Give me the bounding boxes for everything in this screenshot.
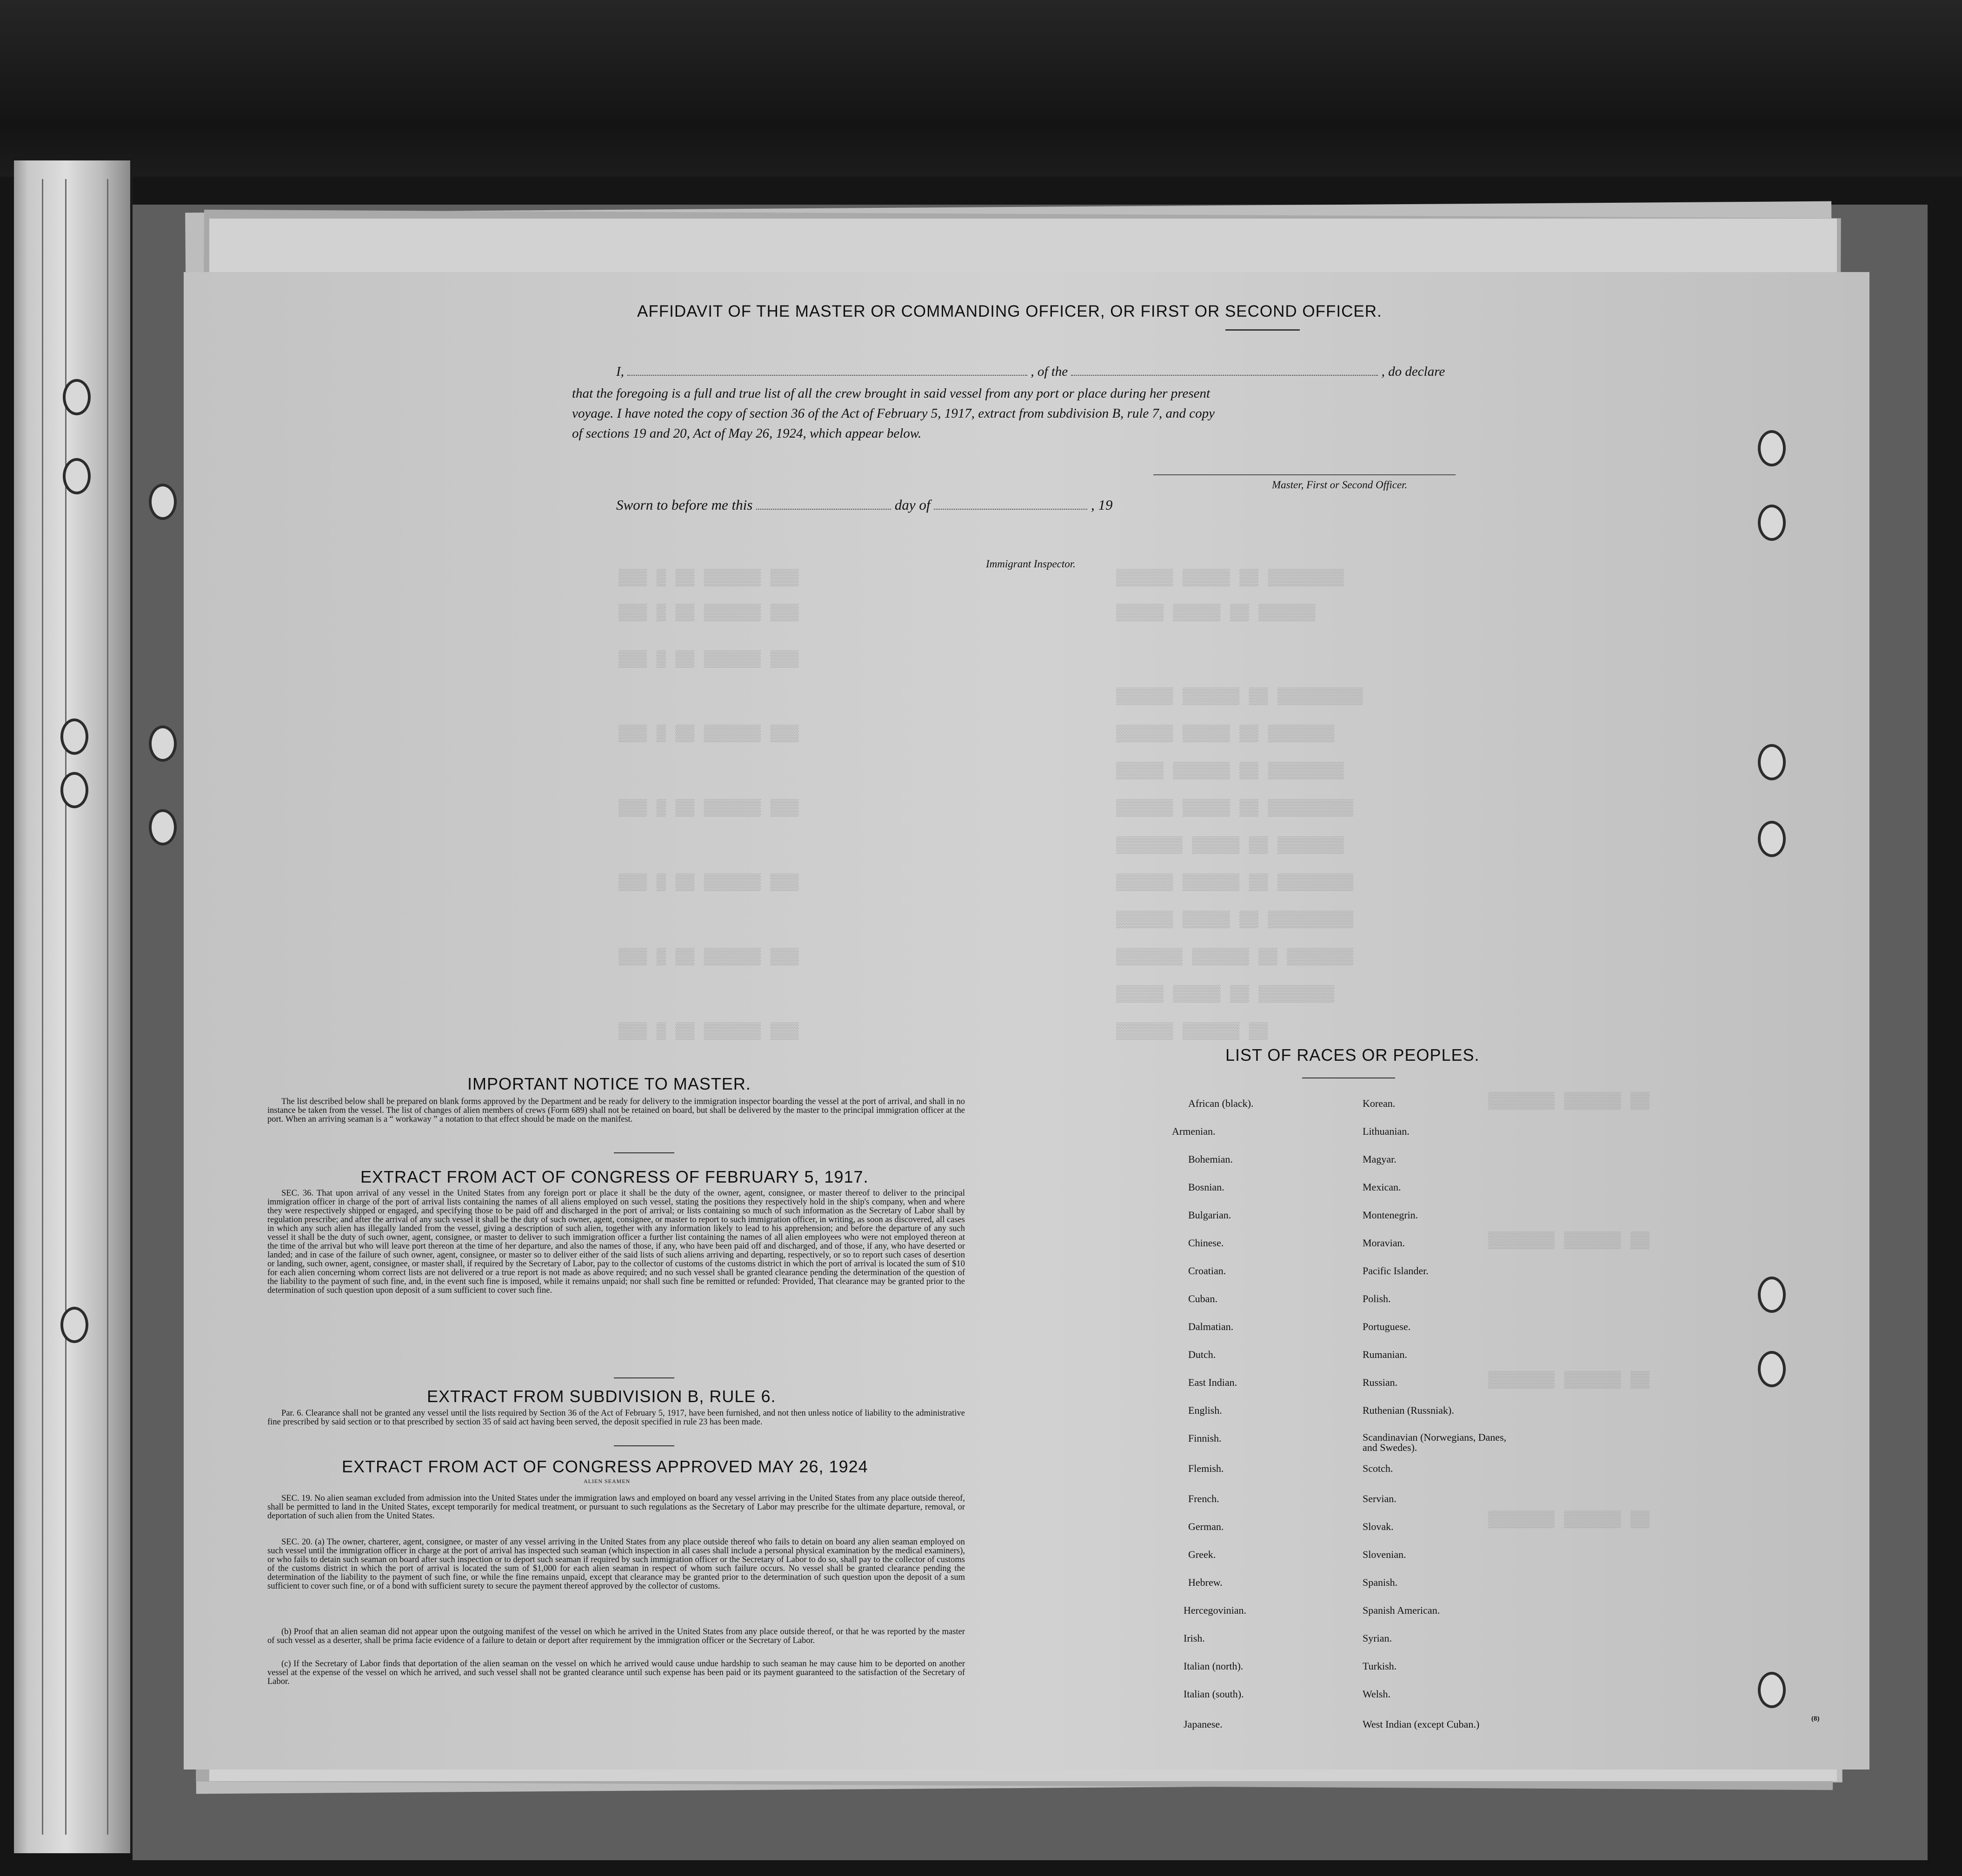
bleed-through-text: ▒▒▒▒▒▒ ▒▒▒▒▒ ▒▒ ▒▒▒▒▒▒▒▒▒	[1116, 911, 1354, 929]
day-blank	[756, 498, 891, 510]
affidavit-title: AFFIDAVIT OF THE MASTER OR COMMANDING OFFICER, OR FIRST OR SECOND OFFICER.	[637, 302, 1382, 320]
race-right: Rumanian.	[1363, 1349, 1407, 1360]
race-right: Moravian.	[1363, 1237, 1405, 1249]
race-right: Magyar.	[1363, 1153, 1397, 1165]
race-right: Turkish.	[1363, 1660, 1397, 1672]
extract-1924-sec20a: SEC. 20. (a) The owner, charterer, agent, consignee, or master of any vessel arriving in the United States from any place outside thereof who fails to detain on board any alien seaman employed on such vessel until the immigration officer in charge at the port of arrival has inspected such seaman (which inspection in all cases shall include a personal physical examination by the medical examiners), or who fails to detain such seaman on board after such inspection or to deport such seaman if required by such immigration officer or the Secretary of Labor to do so, shall pay to the collector of customs of the customs district in which the port of arrival is located the sum of $1,000 for each alien seaman in respect of whom such failure occurs. No vessel shall be granted clearance pending the determination of the liability to the payment of such fine, or while the fine remains unpaid, except that clearance may be granted prior to the determination of such question upon the deposit of a sum sufficient to cover such fine, or of a bond with sufficient surety to secure the payment thereof approved by the collector of customs.	[267, 1537, 965, 1591]
binder-hole	[63, 458, 91, 494]
vessel-blank	[1071, 364, 1378, 376]
bleed-through-text: ▒▒▒▒▒ ▒▒▒▒▒ ▒▒ ▒▒▒▒▒▒	[1116, 605, 1316, 622]
bleed-through-text: ▒▒▒▒▒▒ ▒▒▒▒▒▒ ▒▒ ▒▒▒▒▒▒▒▒▒	[1116, 688, 1363, 706]
extract-1917-text: SEC. 36. That upon arrival of any vessel in the United States from any foreign port or place it shall be the duty of the owner, agent, consignee, or master thereof to deliver to the principal immigration officer in charge of the port of arrival lists containing the names of all aliens employed on such vessel, stating the positions they respectively hold in the ship's company, when and where they were respectively shipped or engaged, and specifying those to be paid off and discharged in the port of arrival; or lists containing so much of such information as the Secretary of Labor shall by regulation prescribe; and after the arrival of any such vessel it shall be the duty of such owner, agent, consignee, or master to report to such immigration officer, in writing, as soon as discovered, all cases in which any such alien has illegally landed from the vessel, giving a description of such alien, together with any information likely to lead to his apprehension; and before the departure of any such vessel it shall be the duty of such owner, agent, consignee, or master to deliver to such immigration officer a further list containing the names of all alien employees who were not employed thereon at the time of the arrival but who will leave port thereon at the time of her departure, and also the names of those, if any, who have been paid off and discharged, and of those, if any, who have deserted or landed; and in case of the failure of such owner, agent, consignee, or master so to deliver either of the said lists of such aliens arriving and departing, respectively, or so to report such cases of desertion or landing, such owner, agent, consignee, or master shall, if required by the Secretary of Labor, pay to the collector of customs of the customs district in which the port of arrival is located the sum of $10 for each alien concerning whom correct lists are not delivered or a true report is not made as above required; and no such vessel shall be granted clearance pending the determination of the question of the liability to the payment of such fine, and, in the event such fine is imposed, while it remains unpaid; nor shall such fine be remitted or refunded: Provided, That clearance may be granted prior to the determination of such question upon deposit of a sum sufficient to cover such fine.	[267, 1189, 965, 1295]
race-left: African (black).	[1188, 1098, 1254, 1109]
bleed-through-text: ▒▒▒ ▒ ▒▒ ▒▒▒▒▒▒ ▒▒▒	[619, 570, 799, 587]
binder-hole	[1758, 821, 1786, 857]
race-left: Bosnian.	[1188, 1181, 1224, 1193]
bleed-through-text: ▒▒▒ ▒ ▒▒ ▒▒▒▒▒▒ ▒▒▒	[619, 1023, 799, 1041]
extract-1917-title: EXTRACT FROM ACT OF CONGRESS OF FEBRUARY 5, 1917.	[360, 1167, 869, 1186]
race-left: Dalmatian.	[1188, 1321, 1234, 1332]
race-left: Hercegovinian.	[1184, 1604, 1246, 1616]
race-right: Ruthenian (Russniak).	[1363, 1404, 1454, 1416]
race-right: Portuguese.	[1363, 1321, 1411, 1332]
declaration-line-3: voyage. I have noted the copy of section 36 of the Act of February 5, 1917, extract from subdivision B, rule 7, and copy	[572, 406, 1215, 421]
race-right: Slovenian.	[1363, 1549, 1406, 1560]
binder-hole	[60, 772, 88, 808]
declaration-line-1	[616, 364, 1445, 379]
race-right: Welsh.	[1363, 1688, 1390, 1700]
race-right: Russian.	[1363, 1377, 1398, 1388]
binder-hole	[60, 1307, 88, 1343]
extract-rule6-text: Par. 6. Clearance shall not be granted any vessel until the lists required by Section 36 of the Act of February 5, 1917, have been furnished, and not then unless notice of liability to the administrative fine prescribed by said section or to that prescribed by section 35 of said act having been served, the deposit specified in rule 23 has been made.	[267, 1409, 965, 1427]
race-right: Slovak.	[1363, 1521, 1394, 1532]
race-left: Bulgarian.	[1188, 1209, 1231, 1221]
binder-hole	[1758, 1277, 1786, 1313]
divider	[614, 1445, 674, 1446]
sworn-prefix: Sworn to before me this	[616, 497, 753, 513]
race-right: Syrian.	[1363, 1632, 1392, 1644]
race-right: Scotch.	[1363, 1463, 1393, 1474]
bleed-through-text: ▒▒▒▒▒▒▒ ▒▒▒▒▒▒ ▒▒	[1488, 1511, 1649, 1529]
declaration-line-4: of sections 19 and 20, Act of May 26, 1924, which appear below.	[572, 426, 922, 441]
binder-hole	[149, 484, 177, 520]
bleed-through-text: ▒▒▒▒▒▒ ▒▒▒▒▒ ▒▒ ▒▒▒▒▒▒▒	[1116, 725, 1335, 743]
race-right: Scandinavian (Norwegians, Danes, and Swedes).	[1363, 1431, 1507, 1453]
race-left: Dutch.	[1188, 1349, 1216, 1360]
race-left: Hebrew.	[1188, 1577, 1223, 1588]
bleed-through-text: ▒▒▒▒▒▒ ▒▒▒▒▒▒ ▒▒	[1116, 1023, 1268, 1041]
dark-background	[0, 0, 1962, 177]
bleed-through-text: ▒▒▒ ▒ ▒▒ ▒▒▒▒▒▒ ▒▒▒	[619, 949, 799, 966]
race-left: Italian (south).	[1184, 1688, 1244, 1700]
month-blank	[934, 498, 1087, 510]
bleed-through-text: ▒▒▒▒▒▒ ▒▒▒▒▒▒ ▒▒ ▒▒▒▒▒▒▒▒	[1116, 874, 1354, 892]
signature-line	[1153, 474, 1456, 475]
sworn-year: , 19	[1091, 497, 1113, 513]
declaration-i: I,	[616, 364, 624, 379]
races-title: LIST OF RACES OR PEOPLES.	[1225, 1045, 1480, 1064]
race-left: Armenian.	[1172, 1125, 1216, 1137]
race-right: Montenegrin.	[1363, 1209, 1418, 1221]
notice-text: The list described below shall be prepared on blank forms approved by the Department and be ready for delivery to the immigration inspector boarding the vessel at the port of arrival, and shall in no instance be taken from the vessel. The list of changes of alien members of crews (Form 689) shall not be retained on board, but shall be delivered by the master to the principal immigration officer at the port. When an arriving seaman is a “ workaway ” a notation to that effect should be made on the manifest.	[267, 1097, 965, 1124]
race-left: East Indian.	[1188, 1377, 1237, 1388]
divider	[614, 1377, 674, 1378]
extract-1924-title: EXTRACT FROM ACT OF CONGRESS APPROVED MAY 26, 1924	[342, 1457, 868, 1476]
extract-1924-sec19: SEC. 19. No alien seaman excluded from admission into the United States under the immigration laws and employed on board any vessel arriving in the United States from any place outside thereof, shall be permitted to land in the United States, except temporarily for medical treatment, or pursuant to such regulations as the Secretary of Labor may prescribe for the ultimate departure, removal, or deportation of such alien from the United States.	[267, 1494, 965, 1521]
race-right: Lithuanian.	[1363, 1125, 1410, 1137]
bleed-through-text: ▒▒▒▒▒▒ ▒▒▒▒▒ ▒▒ ▒▒▒▒▒▒▒▒▒	[1116, 800, 1354, 818]
bleed-through-text: ▒▒▒ ▒ ▒▒ ▒▒▒▒▒▒ ▒▒▒	[619, 800, 799, 818]
bleed-through-text: ▒▒▒ ▒ ▒▒ ▒▒▒▒▒▒ ▒▒▒	[619, 605, 799, 622]
race-left: Bohemian.	[1188, 1153, 1233, 1165]
race-right: West Indian (except Cuban.)	[1363, 1718, 1480, 1730]
sworn-day-of: day of	[894, 497, 931, 513]
bleed-through-text: ▒▒▒ ▒ ▒▒ ▒▒▒▒▒▒ ▒▒▒	[619, 874, 799, 892]
race-right: Polish.	[1363, 1293, 1391, 1304]
race-left: Irish.	[1184, 1632, 1205, 1644]
binder-hole	[1758, 430, 1786, 466]
divider	[1225, 329, 1300, 331]
race-left: Cuban.	[1188, 1293, 1217, 1304]
bleed-through-text: ▒▒▒▒▒▒▒ ▒▒▒▒▒▒ ▒▒ ▒▒▒▒▒▒▒	[1116, 949, 1354, 966]
race-left: Croatian.	[1188, 1265, 1226, 1277]
race-left: Chinese.	[1188, 1237, 1224, 1249]
race-right: Servian.	[1363, 1493, 1397, 1504]
race-left: Italian (north).	[1184, 1660, 1244, 1672]
bleed-through-text: ▒▒▒▒▒▒▒ ▒▒▒▒▒ ▒▒ ▒▒▒▒▒▒▒	[1116, 837, 1344, 855]
race-right: Mexican.	[1363, 1181, 1401, 1193]
binder-hole	[149, 725, 177, 762]
binder-hole	[1758, 505, 1786, 541]
bleed-through-text: ▒▒▒▒▒▒▒ ▒▒▒▒▒▒ ▒▒	[1488, 1093, 1649, 1111]
bleed-through-text: ▒▒▒▒▒▒ ▒▒▒▒▒ ▒▒ ▒▒▒▒▒▒▒▒	[1116, 570, 1344, 587]
declaration-do-declare: , do declare	[1381, 364, 1445, 379]
race-left: Finnish.	[1188, 1432, 1222, 1444]
binder-hole	[60, 718, 88, 755]
extract-1924-sec20b: (b) Proof that an alien seaman did not appear upon the outgoing manifest of the vessel on which he arrived in the United States from any place outside thereof, or that he was reported by the master of such vessel as a deserter, shall be prima facie evidence of a failure to detain or deport after requirement by the immigration officer or the Secretary of Labor.	[267, 1627, 965, 1645]
bleed-through-text: ▒▒▒▒▒▒▒ ▒▒▒▒▒▒ ▒▒	[1488, 1232, 1649, 1250]
race-right: Korean.	[1363, 1098, 1396, 1109]
binder-hole	[63, 379, 91, 415]
race-left: Flemish.	[1188, 1463, 1224, 1474]
bleed-through-text: ▒▒▒ ▒ ▒▒ ▒▒▒▒▒▒ ▒▒▒	[619, 725, 799, 743]
binder-hole	[1758, 744, 1786, 780]
signature-label: Master, First or Second Officer.	[1272, 479, 1408, 491]
bleed-through-text: ▒▒▒▒▒ ▒▒▒▒▒ ▒▒ ▒▒▒▒▒▒▒▒	[1116, 986, 1335, 1004]
race-right: Spanish.	[1363, 1577, 1398, 1588]
declaration-of-the: , of the	[1031, 364, 1068, 379]
race-left: Greek.	[1188, 1549, 1216, 1560]
sworn-line	[616, 497, 1112, 513]
extract-1924-sec20c: (c) If the Secretary of Labor finds that deportation of the alien seaman on the vessel on which he arrived would cause undue hardship to such seaman he may cause him to be deported on another vessel at the expense of the vessel on which he arrived, and such vessel shall not be granted clearance until such expense has been paid or its payment guaranteed to the satisfaction of the Secretary of Labor.	[267, 1659, 965, 1686]
bleed-through-text: ▒▒▒▒▒ ▒▒▒▒▒▒ ▒▒ ▒▒▒▒▒▒▒▒	[1116, 763, 1344, 780]
race-right: Pacific Islander.	[1363, 1265, 1429, 1277]
name-blank	[627, 364, 1027, 376]
extract-rule6-title: EXTRACT FROM SUBDIVISION B, RULE 6.	[427, 1387, 776, 1406]
race-left: English.	[1188, 1404, 1222, 1416]
binder-hole	[1758, 1672, 1786, 1708]
race-left: Japanese.	[1184, 1718, 1223, 1730]
divider	[614, 1152, 674, 1153]
binder-hole	[1758, 1351, 1786, 1387]
notice-title: IMPORTANT NOTICE TO MASTER.	[467, 1074, 751, 1093]
extract-1924-subtitle: ALIEN SEAMEN	[584, 1478, 631, 1484]
form-footnote: (8)	[1811, 1715, 1820, 1723]
race-left: German.	[1188, 1521, 1224, 1532]
declaration-line-2: that the foregoing is a full and true list of all the crew brought in said vessel from any port or place during her present	[572, 386, 1210, 401]
race-left: French.	[1188, 1493, 1219, 1504]
bleed-through-text: ▒▒▒ ▒ ▒▒ ▒▒▒▒▒▒ ▒▒▒	[619, 651, 799, 669]
bleed-through-text: ▒▒▒▒▒▒▒ ▒▒▒▒▒▒ ▒▒	[1488, 1372, 1649, 1390]
race-right: Spanish American.	[1363, 1604, 1440, 1616]
binder-hole	[149, 809, 177, 845]
inspector-label: Immigrant Inspector.	[986, 558, 1076, 570]
